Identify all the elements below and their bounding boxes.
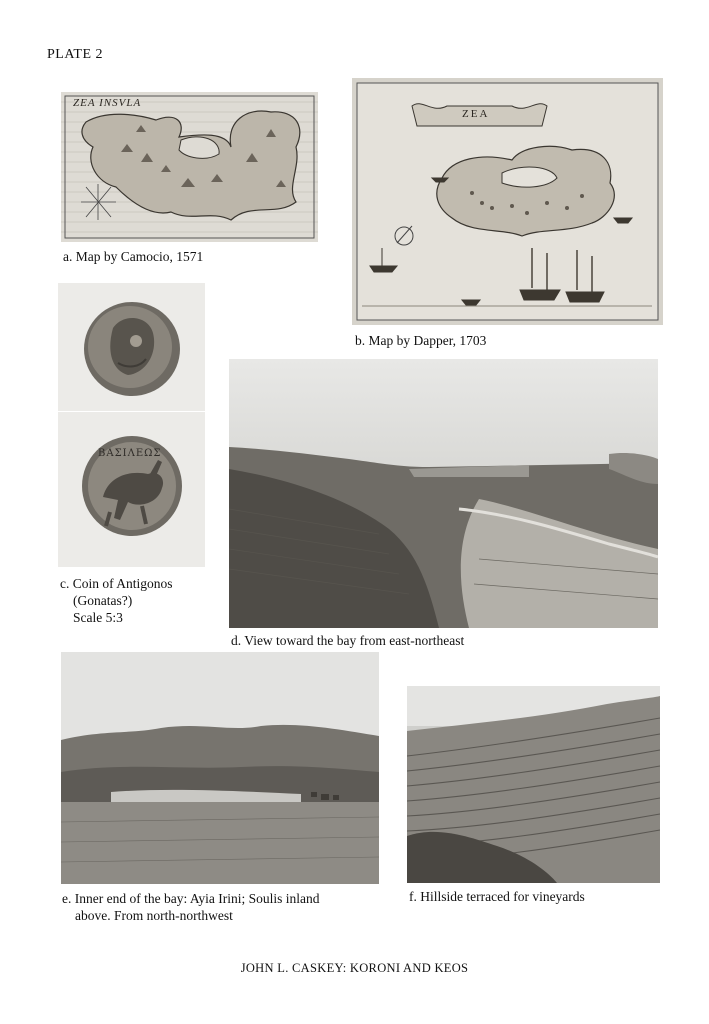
inner-bay-photo	[61, 652, 379, 884]
caption-f: f. Hillside terraced for vineyards	[409, 889, 585, 904]
caption-c-line-2: (Gonatas?)	[73, 593, 133, 608]
map-camocio-image	[61, 92, 318, 242]
bay-view-photo	[229, 359, 658, 628]
caption-e-line-2: above. From north-northwest	[75, 908, 233, 923]
map-dapper-title: ZEA	[462, 108, 490, 120]
caption-e-line-1: e. Inner end of the bay: Ayia Irini; Soulis inland	[62, 891, 320, 906]
coin-reverse-image	[58, 412, 205, 567]
caption-a: a. Map by Camocio, 1571	[63, 249, 204, 264]
map-dapper-image	[352, 78, 663, 325]
caption-e	[62, 890, 319, 924]
caption-c-line-3: Scale 5:3	[73, 610, 123, 625]
running-footer: JOHN L. CASKEY: KORONI AND KEOS	[240, 961, 469, 975]
caption-d: d. View toward the bay from east-northeast	[231, 633, 465, 648]
coin-reverse-legend: ΒΑΣΙΛΕΩΣ	[98, 448, 162, 459]
caption-b: b. Map by Dapper, 1703	[355, 333, 487, 348]
terraced-hillside-photo	[407, 686, 660, 883]
plate-label: PLATE 2	[47, 47, 103, 62]
coin-obverse-image	[58, 283, 205, 411]
map-camocio-title: ZEA INSVLA	[73, 97, 142, 109]
caption-c	[60, 575, 173, 626]
caption-c-line-1: c. Coin of Antigonos	[60, 576, 173, 591]
